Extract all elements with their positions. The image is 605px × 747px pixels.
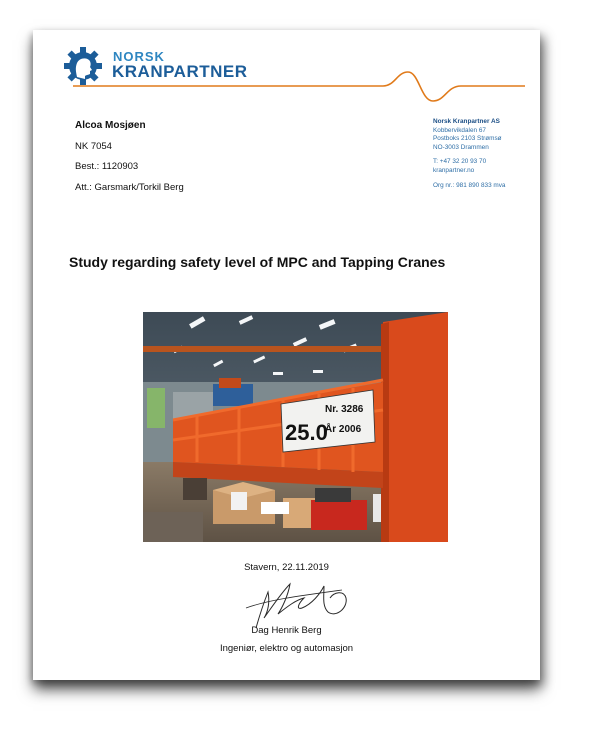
company-org-number: Org nr.: 981 890 833 mva bbox=[433, 181, 506, 189]
header-wave-line bbox=[73, 68, 525, 104]
logo-text-kranpartner: KRANPARTNER bbox=[112, 62, 248, 81]
recipient-order: Best.: 1120903 bbox=[75, 161, 139, 172]
logo-text-norsk: NORSK bbox=[113, 49, 165, 64]
signer-title: Ingeniør, elektro og automasjon bbox=[219, 643, 354, 654]
signer-name: Dag Henrik Berg bbox=[251, 625, 322, 636]
sign-year-text: År 2006 bbox=[325, 424, 362, 435]
company-address-line: Postboks 2103 Strømsø bbox=[433, 135, 502, 143]
handwritten-signature bbox=[238, 578, 358, 630]
company-website: kranpartner.no bbox=[433, 166, 475, 174]
recipient-reference: NK 7054 bbox=[75, 140, 112, 152]
company-address-line: Kobbervikdalen 67 bbox=[433, 126, 486, 134]
recipient-attention: Att.: Garsmark/Torkil Berg bbox=[75, 181, 184, 193]
recipient-block bbox=[75, 116, 184, 198]
company-address-line: NO-3003 Drammen bbox=[433, 143, 489, 151]
recipient-name: Alcoa Mosjøen bbox=[75, 120, 146, 131]
company-phone: T: +47 32 20 93 70 bbox=[433, 158, 487, 166]
company-address-block bbox=[433, 118, 505, 190]
document-title: Study regarding safety level of MPC and Tapping Cranes bbox=[69, 254, 446, 270]
company-name: Norsk Kranpartner AS bbox=[433, 118, 500, 125]
place-date: Stavern, 22.11.2019 bbox=[244, 562, 329, 573]
crane-photo bbox=[143, 312, 448, 542]
sign-number-text: Nr. 3286 bbox=[325, 404, 364, 415]
sign-capacity-text: 25.0 bbox=[285, 420, 328, 445]
document-page bbox=[33, 30, 540, 680]
